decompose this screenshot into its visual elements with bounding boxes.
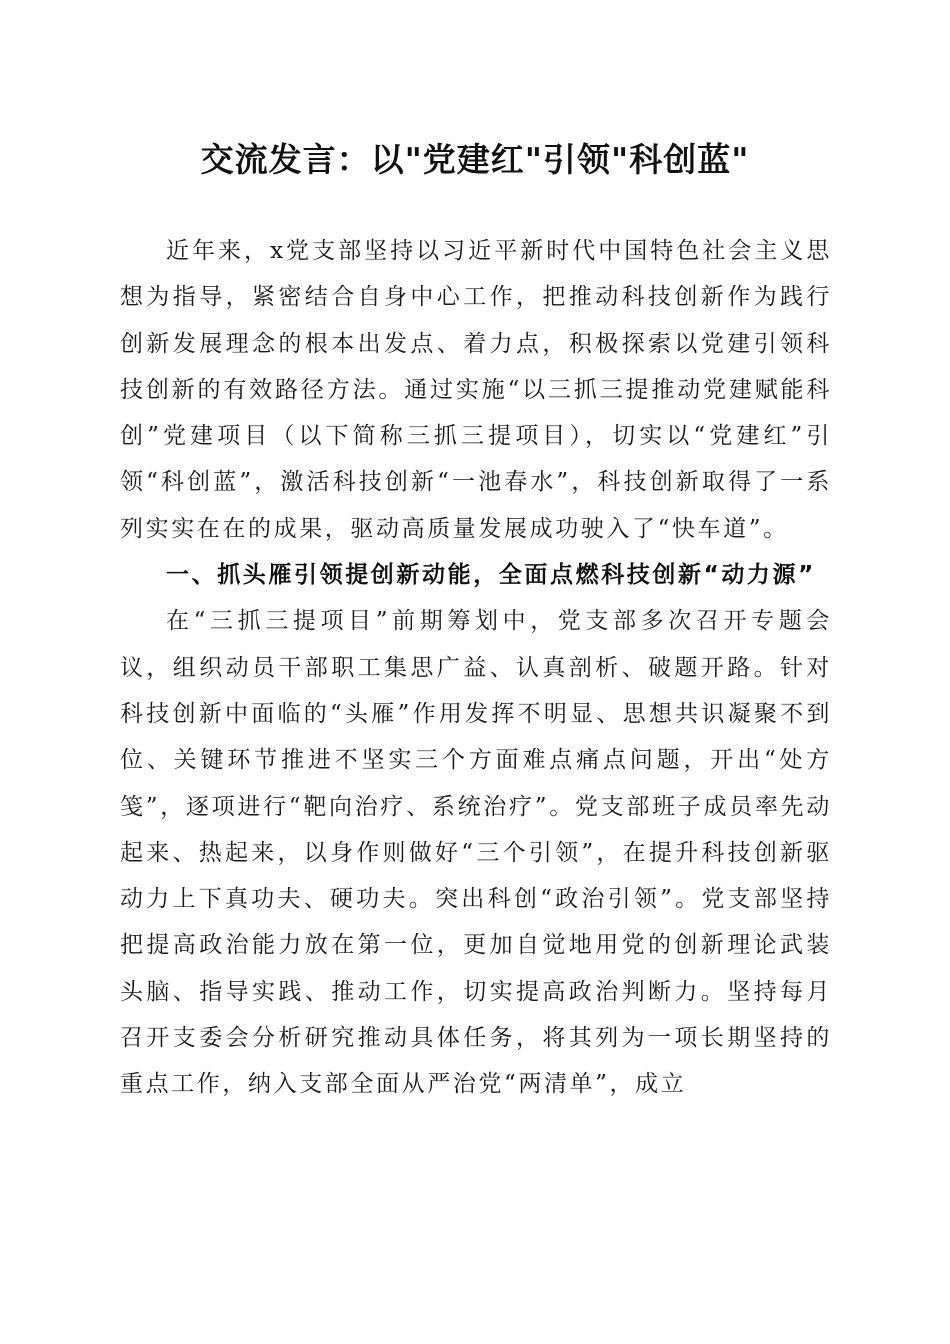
document-title: 交流发言：以"党建红"引领"科创蓝" <box>200 140 750 179</box>
section-paragraph: 在“三抓三提项目”前期筹划中，党支部多次召开专题会议，组织动员干部职工集思广益、认真剖析、破题开路。针对科技创新中面临的“头雁”作用发挥不明显、思想共识凝聚不到位、关键环节推进不坚实三个方面难点痛点问题，开出“处方笺”，逐项进行“靶向治疗、系统治疗”。党支部班子成员率先动起来、热起来，以身作则做好“三个引领”，在提升科技创新驱动力上下真功夫、硬功夫。突出科创“政治引领”。党支部坚持把提高政治能力放在第一位，更加自觉地用党的创新理论武装头脑、指导实践、推动工作，切实提高政治判断力。坚持每月召开支委会分析研究推动具体任务，将其列为一项长期坚持的重点工作，纳入支部全面从严治党“两清单”，成立 <box>120 608 832 1098</box>
intro-paragraph: 近年来，x党支部坚持以习近平新时代中国特色社会主义思想为指导，紧密结合自身中心工作，把推动科技创新作为践行创新发展理念的根本出发点、着力点，积极探索以党建引领科技创新的有效路径方法。通过实施“以三抓三提推动党建赋能科创”党建项目（以下简称三抓三提项目），切实以“党建红”引领“科创蓝”，激活科技创新“一池春水”，科技创新取得了一系列实实在在的成果，驱动高质量发展成功驶入了“快车道”。 <box>120 238 832 542</box>
section-heading: 一、抓头雁引领提创新动能，全面点燃科技创新“动力源” <box>166 562 816 589</box>
document-body <box>120 228 832 1108</box>
